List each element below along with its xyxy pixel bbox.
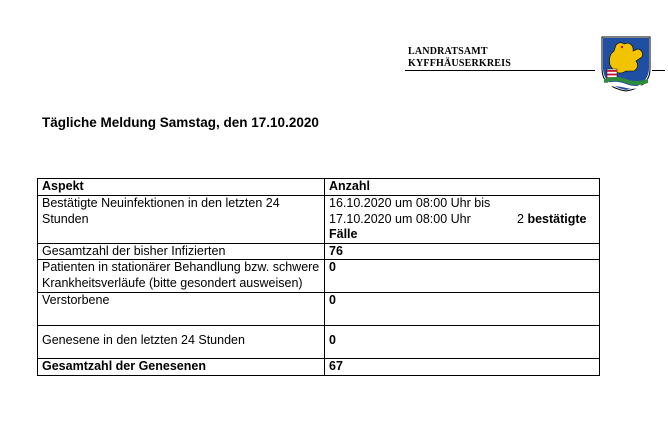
count-label: bestätigte	[527, 211, 587, 226]
table-row	[38, 293, 600, 326]
aspect-text: Genesene in den letzten 24 Stunden	[42, 333, 245, 347]
aspect-cell: Bestätigte Neuinfektionen in den letzten 24 Stunden	[38, 196, 325, 244]
value-text: 0	[329, 333, 336, 347]
count-label-continued: Fälle	[329, 227, 358, 241]
aspect-cell: Patienten in stationärer Behandlung bzw. schwere Krankheitsverläufe (bitte gesondert ausweisen)	[38, 260, 325, 293]
value-cell	[325, 196, 600, 244]
table-row	[38, 260, 600, 293]
value-cell: 0	[325, 260, 600, 293]
table-row	[38, 243, 600, 260]
aspect-cell: Gesamtzahl der Genesenen	[38, 359, 325, 376]
letterhead	[408, 46, 511, 70]
letterhead-divider-right	[652, 70, 665, 71]
value-cell: 67	[325, 359, 600, 376]
table-row	[38, 196, 600, 244]
count-number: 2	[517, 211, 524, 226]
period-end: 17.10.2020 um 08:00 Uhr	[329, 211, 471, 226]
value-cell	[325, 326, 600, 359]
column-header-count: Anzahl	[325, 179, 600, 196]
column-header-aspect: Aspekt	[38, 179, 325, 196]
letterhead-line-1: LANDRATSAMT	[408, 46, 488, 57]
letterhead-divider	[405, 70, 595, 71]
table-row	[38, 359, 600, 376]
value-cell: 0	[325, 293, 600, 326]
value-cell: 76	[325, 243, 600, 260]
aspect-cell	[38, 326, 325, 359]
table-row	[38, 326, 600, 359]
coat-of-arms-icon	[600, 35, 652, 93]
period-start: 16.10.2020 um 08:00 Uhr bis	[329, 196, 491, 210]
document-title: Tägliche Meldung Samstag, den 17.10.2020	[42, 115, 319, 130]
new-infections-value	[329, 196, 595, 243]
table-header-row	[38, 179, 600, 196]
aspect-cell: Gesamtzahl der bisher Infizierten	[38, 243, 325, 260]
aspect-cell: Verstorbene	[38, 293, 325, 326]
report-table	[37, 178, 600, 376]
letterhead-line-2: KYFFHÄUSERKREIS	[408, 58, 512, 69]
new-infections-count	[517, 212, 586, 228]
